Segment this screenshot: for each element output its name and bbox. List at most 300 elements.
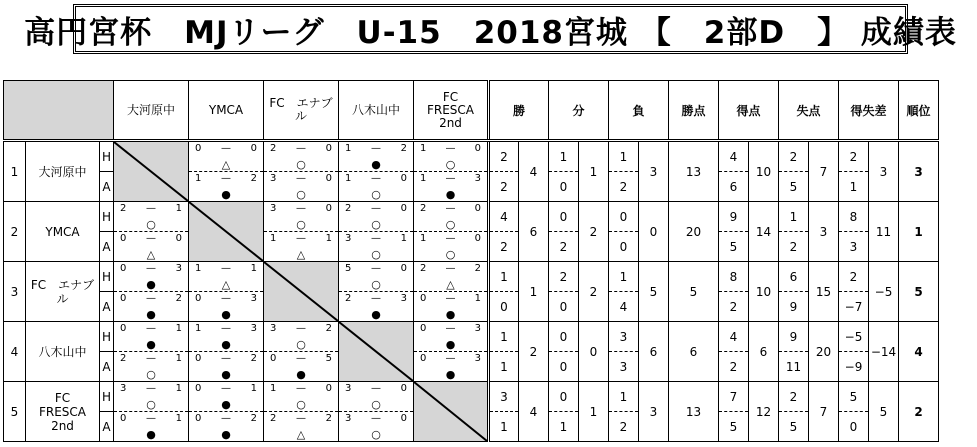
goal-difference-total: 11 bbox=[869, 202, 899, 262]
result-mark: ● bbox=[445, 188, 456, 201]
draws-away: 0 bbox=[549, 172, 579, 202]
goals-against-total: 3 bbox=[809, 202, 839, 262]
match-result-away bbox=[114, 232, 189, 262]
wins-home: 1 bbox=[489, 262, 519, 292]
score-left: 0 bbox=[120, 323, 127, 334]
goal-difference-away: 3 bbox=[839, 232, 869, 262]
score-dash: — bbox=[445, 353, 456, 364]
goals-against-home: 9 bbox=[779, 322, 809, 352]
draws-home: 0 bbox=[549, 202, 579, 232]
score-right: 0 bbox=[325, 143, 332, 154]
draws-home: 0 bbox=[549, 322, 579, 352]
losses-total: 6 bbox=[639, 322, 669, 382]
match-result-away bbox=[414, 232, 489, 262]
match-result-away bbox=[339, 232, 414, 262]
goals-for-away: 5 bbox=[719, 412, 749, 442]
match-result-away bbox=[189, 172, 264, 202]
team-name: FC FRESCA 2nd bbox=[26, 382, 100, 442]
team-name: FC エナブル bbox=[26, 262, 100, 322]
draws-total: 0 bbox=[579, 322, 609, 382]
losses-away: 3 bbox=[609, 352, 639, 382]
score bbox=[195, 263, 257, 274]
score-left: 1 bbox=[195, 323, 202, 334]
result-mark: ● bbox=[445, 368, 456, 381]
score bbox=[345, 143, 407, 154]
losses-total: 5 bbox=[639, 262, 669, 322]
page-title: 高円宮杯 MJリーグ U-15 2018宮城 【 2部D 】 成績表 bbox=[24, 14, 957, 51]
score bbox=[195, 323, 257, 334]
away-label: A bbox=[100, 172, 114, 202]
score-left: 0 bbox=[120, 233, 127, 244]
score bbox=[270, 323, 332, 334]
score-right: 0 bbox=[474, 233, 481, 244]
team-name: 八木山中 bbox=[26, 322, 100, 382]
diagonal-cell bbox=[264, 262, 339, 322]
goal-difference-home: 2 bbox=[839, 262, 869, 292]
wins-total: 1 bbox=[519, 262, 549, 322]
score-dash: — bbox=[371, 233, 381, 244]
score-right: 1 bbox=[250, 383, 257, 394]
score-left: 1 bbox=[195, 173, 202, 184]
header-stat-8: 順位 bbox=[899, 81, 939, 141]
score bbox=[120, 353, 182, 364]
losses-total: 0 bbox=[639, 202, 669, 262]
goal-difference-total: 3 bbox=[869, 141, 899, 202]
away-label: A bbox=[100, 412, 114, 442]
score-right: 1 bbox=[474, 293, 481, 304]
goals-for-home: 8 bbox=[719, 262, 749, 292]
score-right: 3 bbox=[400, 293, 407, 304]
score bbox=[120, 203, 182, 214]
score-dash: — bbox=[296, 383, 306, 394]
goal-difference-away: −7 bbox=[839, 292, 869, 322]
team-name: 大河原中 bbox=[26, 141, 100, 202]
score bbox=[270, 143, 332, 154]
match-result-home bbox=[339, 262, 414, 292]
match-result-home bbox=[114, 322, 189, 352]
score-left: 3 bbox=[270, 203, 277, 214]
score bbox=[420, 143, 481, 154]
losses-total: 3 bbox=[639, 382, 669, 442]
score-right: 2 bbox=[250, 173, 257, 184]
score-left: 3 bbox=[345, 233, 352, 244]
score-dash: — bbox=[371, 143, 381, 154]
score-dash: — bbox=[296, 203, 306, 214]
score-dash: — bbox=[221, 383, 231, 394]
score-left: 1 bbox=[420, 143, 427, 154]
result-mark: △ bbox=[296, 248, 306, 261]
home-label: H bbox=[100, 202, 114, 232]
rank: 1 bbox=[899, 202, 939, 262]
score-left: 0 bbox=[270, 353, 277, 364]
wins-home: 3 bbox=[489, 382, 519, 412]
score-left: 0 bbox=[195, 353, 202, 364]
score-dash: — bbox=[371, 383, 381, 394]
match-result-home bbox=[189, 322, 264, 352]
diagonal-cell bbox=[189, 202, 264, 262]
result-mark: ● bbox=[221, 428, 231, 441]
losses-away: 0 bbox=[609, 232, 639, 262]
score-left: 2 bbox=[120, 353, 127, 364]
goals-against-away: 5 bbox=[779, 172, 809, 202]
match-result-home bbox=[114, 382, 189, 412]
match-result-home bbox=[339, 382, 414, 412]
match-result-home bbox=[414, 141, 489, 172]
score-right: 1 bbox=[325, 233, 332, 244]
goals-for-home: 4 bbox=[719, 141, 749, 172]
result-mark: ○ bbox=[146, 398, 156, 411]
score-dash: — bbox=[445, 173, 456, 184]
score-left: 0 bbox=[195, 293, 202, 304]
score-dash: — bbox=[371, 263, 381, 274]
result-mark: ● bbox=[146, 278, 156, 291]
score bbox=[120, 233, 182, 244]
draws-total: 2 bbox=[579, 202, 609, 262]
match-result-away bbox=[114, 352, 189, 382]
score-dash: — bbox=[146, 293, 156, 304]
score bbox=[345, 203, 407, 214]
score-dash: — bbox=[146, 263, 156, 274]
score-dash: — bbox=[371, 173, 381, 184]
losses-away: 2 bbox=[609, 412, 639, 442]
score-left: 3 bbox=[345, 383, 352, 394]
result-mark: △ bbox=[221, 158, 231, 171]
losses-home: 1 bbox=[609, 262, 639, 292]
goals-against-away: 11 bbox=[779, 352, 809, 382]
goal-difference-away: 0 bbox=[839, 412, 869, 442]
match-result-away bbox=[264, 412, 339, 442]
score-left: 1 bbox=[270, 233, 277, 244]
draws-away: 0 bbox=[549, 352, 579, 382]
score-dash: — bbox=[296, 413, 306, 424]
score-right: 0 bbox=[325, 383, 332, 394]
result-mark: ○ bbox=[146, 218, 156, 231]
score-dash: — bbox=[445, 233, 456, 244]
losses-total: 3 bbox=[639, 141, 669, 202]
points: 5 bbox=[669, 262, 719, 322]
goal-difference-home: 5 bbox=[839, 382, 869, 412]
match-result-away bbox=[414, 292, 489, 322]
match-result-home bbox=[414, 322, 489, 352]
match-result-home bbox=[189, 141, 264, 172]
score-left: 2 bbox=[120, 203, 127, 214]
score-left: 3 bbox=[270, 173, 277, 184]
score-left: 5 bbox=[345, 263, 352, 274]
goals-for-total: 10 bbox=[749, 141, 779, 202]
result-mark: ○ bbox=[445, 158, 456, 171]
score-dash: — bbox=[221, 353, 231, 364]
score bbox=[420, 173, 481, 184]
score bbox=[345, 413, 407, 424]
result-mark: △ bbox=[221, 278, 231, 291]
match-result-home bbox=[414, 262, 489, 292]
goals-for-home: 9 bbox=[719, 202, 749, 232]
score-dash: — bbox=[221, 413, 231, 424]
score bbox=[270, 383, 332, 394]
wins-away: 2 bbox=[489, 172, 519, 202]
result-mark: ○ bbox=[296, 398, 306, 411]
result-mark: △ bbox=[146, 248, 156, 261]
score-right: 1 bbox=[175, 353, 182, 364]
score-dash: — bbox=[221, 323, 231, 334]
rank: 4 bbox=[899, 322, 939, 382]
draws-total: 2 bbox=[579, 262, 609, 322]
score-right: 0 bbox=[400, 413, 407, 424]
result-mark: ● bbox=[221, 188, 231, 201]
result-mark: ● bbox=[146, 338, 156, 351]
score-right: 5 bbox=[325, 353, 332, 364]
goals-against-total: 15 bbox=[809, 262, 839, 322]
wins-total: 2 bbox=[519, 322, 549, 382]
score-right: 2 bbox=[325, 413, 332, 424]
score-right: 1 bbox=[400, 233, 407, 244]
match-result-home bbox=[114, 202, 189, 232]
match-result-away bbox=[339, 412, 414, 442]
score bbox=[120, 383, 182, 394]
score-right: 1 bbox=[175, 203, 182, 214]
score-dash: — bbox=[296, 353, 306, 364]
score-left: 0 bbox=[420, 293, 427, 304]
goals-against-total: 7 bbox=[809, 141, 839, 202]
score-right: 1 bbox=[175, 413, 182, 424]
score-left: 3 bbox=[345, 413, 352, 424]
score-dash: — bbox=[221, 293, 231, 304]
row-index: 4 bbox=[4, 322, 26, 382]
goal-difference-away: 1 bbox=[839, 172, 869, 202]
home-label: H bbox=[100, 322, 114, 352]
score bbox=[420, 323, 481, 334]
score-left: 1 bbox=[345, 143, 352, 154]
score bbox=[195, 353, 257, 364]
result-mark: ● bbox=[445, 338, 456, 351]
match-result-home bbox=[339, 141, 414, 172]
result-mark: ○ bbox=[371, 188, 381, 201]
score bbox=[345, 293, 407, 304]
score-right: 0 bbox=[474, 203, 481, 214]
goals-against-home: 1 bbox=[779, 202, 809, 232]
away-label: A bbox=[100, 232, 114, 262]
score-right: 2 bbox=[250, 413, 257, 424]
wins-away: 2 bbox=[489, 232, 519, 262]
score-dash: — bbox=[146, 233, 156, 244]
score bbox=[120, 323, 182, 334]
header-stat-1: 勝 bbox=[489, 81, 549, 141]
score-right: 0 bbox=[400, 263, 407, 274]
match-result-home bbox=[414, 202, 489, 232]
row-index: 1 bbox=[4, 141, 26, 202]
goals-against-away: 9 bbox=[779, 292, 809, 322]
wins-away: 1 bbox=[489, 352, 519, 382]
wins-home: 1 bbox=[489, 322, 519, 352]
score bbox=[345, 383, 407, 394]
wins-total: 4 bbox=[519, 141, 549, 202]
diagonal-line bbox=[189, 202, 263, 261]
score-left: 0 bbox=[120, 413, 127, 424]
score-dash: — bbox=[445, 263, 456, 274]
result-mark: ○ bbox=[296, 188, 306, 201]
draws-home: 1 bbox=[549, 141, 579, 172]
goals-against-home: 2 bbox=[779, 141, 809, 172]
score-left: 0 bbox=[120, 293, 127, 304]
score-dash: — bbox=[146, 203, 156, 214]
diagonal-cell bbox=[114, 141, 189, 202]
away-label: A bbox=[100, 292, 114, 322]
draws-away: 0 bbox=[549, 292, 579, 322]
result-mark: △ bbox=[446, 278, 455, 291]
score-left: 0 bbox=[195, 383, 202, 394]
header-team-5: FC FRESCA 2nd bbox=[414, 81, 489, 141]
score-right: 0 bbox=[325, 203, 332, 214]
score bbox=[195, 383, 257, 394]
points: 13 bbox=[669, 141, 719, 202]
points: 6 bbox=[669, 322, 719, 382]
score-right: 1 bbox=[250, 263, 257, 274]
match-result-home bbox=[264, 322, 339, 352]
row-index: 2 bbox=[4, 202, 26, 262]
match-result-away bbox=[189, 292, 264, 322]
diagonal-line bbox=[264, 262, 338, 321]
score-left: 1 bbox=[270, 383, 277, 394]
score-dash: — bbox=[445, 293, 456, 304]
header-team-1: 大河原中 bbox=[114, 81, 189, 141]
score-left: 0 bbox=[195, 413, 202, 424]
header-stat-7: 得失差 bbox=[839, 81, 899, 141]
diagonal-cell bbox=[414, 382, 489, 442]
wins-total: 6 bbox=[519, 202, 549, 262]
wins-home: 4 bbox=[489, 202, 519, 232]
match-result-away bbox=[339, 292, 414, 322]
score-left: 2 bbox=[420, 263, 427, 274]
goals-against-home: 2 bbox=[779, 382, 809, 412]
score-right: 2 bbox=[325, 323, 332, 334]
score-dash: — bbox=[371, 413, 381, 424]
result-mark: △ bbox=[296, 428, 306, 441]
goal-difference-home: −5 bbox=[839, 322, 869, 352]
match-result-away bbox=[264, 352, 339, 382]
score-dash: — bbox=[146, 323, 156, 334]
match-result-away bbox=[264, 232, 339, 262]
row-index: 3 bbox=[4, 262, 26, 322]
score bbox=[195, 143, 257, 154]
result-mark: ○ bbox=[296, 158, 306, 171]
score-right: 0 bbox=[474, 143, 481, 154]
score-right: 0 bbox=[250, 143, 257, 154]
result-mark: ● bbox=[296, 368, 306, 381]
score-right: 0 bbox=[175, 233, 182, 244]
match-result-away bbox=[114, 412, 189, 442]
score-right: 3 bbox=[175, 263, 182, 274]
diagonal-line bbox=[114, 142, 188, 201]
score bbox=[345, 173, 407, 184]
score-left: 2 bbox=[420, 203, 427, 214]
score bbox=[120, 413, 182, 424]
result-mark: ● bbox=[221, 338, 231, 351]
score-right: 0 bbox=[400, 203, 407, 214]
wins-total: 4 bbox=[519, 382, 549, 442]
draws-total: 1 bbox=[579, 382, 609, 442]
score-dash: — bbox=[296, 323, 306, 334]
header-stat-2: 分 bbox=[549, 81, 609, 141]
home-label: H bbox=[100, 382, 114, 412]
match-result-home bbox=[114, 262, 189, 292]
score-dash: — bbox=[146, 383, 156, 394]
score bbox=[270, 173, 332, 184]
score-right: 2 bbox=[400, 143, 407, 154]
losses-home: 1 bbox=[609, 382, 639, 412]
result-mark: ○ bbox=[445, 218, 456, 231]
score-dash: — bbox=[371, 293, 381, 304]
result-mark: ● bbox=[371, 158, 381, 171]
score-dash: — bbox=[371, 203, 381, 214]
header-team-3: FC エナブル bbox=[264, 81, 339, 141]
result-mark: ● bbox=[371, 308, 381, 321]
score-left: 2 bbox=[270, 413, 277, 424]
result-mark: ○ bbox=[371, 248, 381, 261]
goals-for-away: 2 bbox=[719, 352, 749, 382]
diagonal-line bbox=[414, 382, 487, 441]
rank: 3 bbox=[899, 141, 939, 202]
draws-away: 2 bbox=[549, 232, 579, 262]
score-left: 3 bbox=[120, 383, 127, 394]
score-right: 0 bbox=[325, 173, 332, 184]
score-right: 0 bbox=[400, 173, 407, 184]
score bbox=[120, 263, 182, 274]
header-stat-3: 負 bbox=[609, 81, 669, 141]
score bbox=[420, 233, 481, 244]
score-right: 3 bbox=[474, 353, 481, 364]
score bbox=[420, 203, 481, 214]
match-result-away bbox=[414, 172, 489, 202]
score-right: 2 bbox=[175, 293, 182, 304]
score-dash: — bbox=[146, 353, 156, 364]
result-mark: ○ bbox=[146, 368, 156, 381]
goal-difference-home: 2 bbox=[839, 141, 869, 172]
match-result-home bbox=[264, 202, 339, 232]
goal-difference-total: −14 bbox=[869, 322, 899, 382]
diagonal-cell bbox=[339, 322, 414, 382]
wins-away: 1 bbox=[489, 412, 519, 442]
goals-against-total: 20 bbox=[809, 322, 839, 382]
score-right: 3 bbox=[474, 323, 481, 334]
goals-for-away: 6 bbox=[719, 172, 749, 202]
corner-cell bbox=[4, 81, 114, 141]
score bbox=[345, 263, 407, 274]
result-mark: ● bbox=[146, 428, 156, 441]
result-mark: ● bbox=[221, 368, 231, 381]
goals-for-total: 10 bbox=[749, 262, 779, 322]
header-stat-4: 勝点 bbox=[669, 81, 719, 141]
losses-home: 3 bbox=[609, 322, 639, 352]
team-name: YMCA bbox=[26, 202, 100, 262]
match-result-away bbox=[264, 172, 339, 202]
score bbox=[270, 203, 332, 214]
score-dash: — bbox=[296, 173, 306, 184]
result-mark: ● bbox=[221, 308, 231, 321]
goal-difference-home: 8 bbox=[839, 202, 869, 232]
diagonal-line bbox=[339, 322, 413, 381]
goals-for-away: 5 bbox=[719, 232, 749, 262]
score-left: 1 bbox=[345, 173, 352, 184]
score-dash: — bbox=[221, 173, 231, 184]
goals-against-away: 2 bbox=[779, 232, 809, 262]
home-label: H bbox=[100, 141, 114, 172]
score-dash: — bbox=[445, 143, 456, 154]
score bbox=[120, 293, 182, 304]
score-right: 2 bbox=[474, 263, 481, 274]
result-mark: ○ bbox=[371, 398, 381, 411]
score bbox=[195, 293, 257, 304]
draws-home: 0 bbox=[549, 382, 579, 412]
